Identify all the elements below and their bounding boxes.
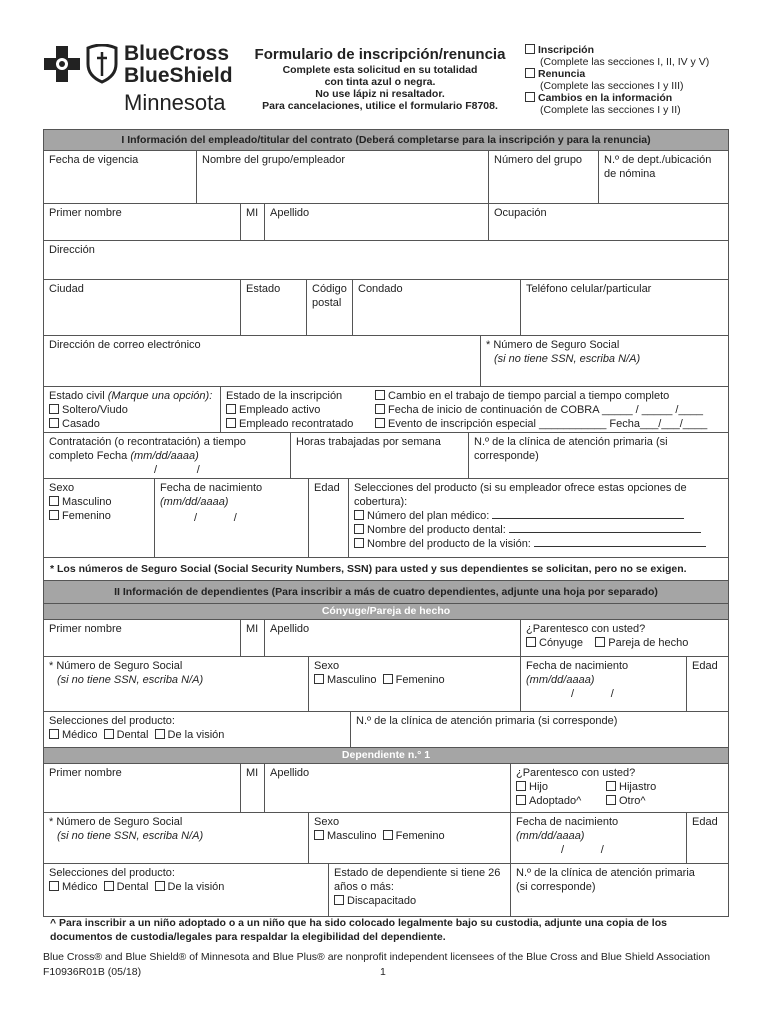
logo-minnesota: Minnesota bbox=[124, 90, 226, 115]
checkbox[interactable] bbox=[606, 795, 616, 805]
dep-row-products bbox=[44, 864, 728, 916]
form-title-block bbox=[250, 46, 510, 112]
option-inscripcion[interactable]: Inscripción (Complete las secciones I, II, IV y V) bbox=[525, 44, 750, 68]
dept-ubicacion-field[interactable]: N.º de dept./ubicación de nómina bbox=[598, 151, 728, 203]
fecha-vigencia-field[interactable]: Fecha de vigencia bbox=[49, 154, 139, 166]
spouse-row-products bbox=[44, 712, 728, 748]
row-name bbox=[44, 204, 728, 241]
dental-option[interactable]: Dental bbox=[104, 881, 149, 893]
producto-dental-field[interactable]: Nombre del producto dental: bbox=[354, 523, 723, 537]
row-hire bbox=[44, 433, 728, 479]
masculino-option[interactable]: Masculino bbox=[314, 674, 377, 686]
blue-cross-icon bbox=[42, 44, 82, 84]
blue-shield-icon bbox=[86, 44, 118, 84]
dep-row-name bbox=[44, 764, 728, 813]
row-status bbox=[44, 387, 728, 433]
checkbox[interactable] bbox=[314, 830, 324, 840]
option-renuncia[interactable]: Renuncia (Complete las secciones I y III) bbox=[525, 68, 750, 92]
vision-option[interactable]: De la visión bbox=[155, 881, 225, 893]
section-1 bbox=[43, 129, 729, 581]
hijo-option[interactable]: Hijo bbox=[516, 780, 606, 794]
checkbox[interactable] bbox=[375, 418, 385, 428]
producto-vision-field[interactable]: Nombre del producto de la visión: bbox=[354, 537, 723, 551]
hijastro-option[interactable]: Hijastro bbox=[606, 781, 656, 793]
eventos-group bbox=[370, 387, 728, 432]
checkbox[interactable] bbox=[49, 881, 59, 891]
empleado-recontratado-option[interactable]: Empleado recontratado bbox=[226, 417, 365, 431]
selecciones-group: Selecciones del producto (si su empleador ofrece estas opciones de cobertura): Número del plan médico: Nombre del producto dental: Nombre del producto de la visión: bbox=[348, 479, 728, 557]
checkbox[interactable] bbox=[104, 881, 114, 891]
contratacion-field[interactable]: Contratación (o recontratación) a tiempo completo Fecha (mm/dd/aaaa) / / bbox=[49, 436, 246, 476]
row-demographics bbox=[44, 479, 728, 558]
ssn-field[interactable]: * Número de Seguro Social (si no tiene SSN, escriba N/A) bbox=[480, 336, 728, 386]
evento-especial-option[interactable]: Evento de inscripción especial ___________ Fecha___/___/____ bbox=[375, 417, 723, 431]
spouse-apellido[interactable]: Apellido bbox=[264, 620, 520, 656]
femenino-option[interactable]: Femenino bbox=[49, 509, 149, 523]
dep-apellido[interactable]: Apellido bbox=[264, 764, 510, 812]
estado-field[interactable]: Estado bbox=[240, 280, 306, 335]
horas-field[interactable]: Horas trabajadas por semana bbox=[290, 433, 468, 478]
spouse-selecciones: Selecciones del producto: Médico Dental De la visión bbox=[49, 715, 225, 741]
form-id: F10936R01B (05/18) bbox=[43, 966, 142, 978]
dep-mi[interactable]: MI bbox=[240, 764, 264, 812]
checkbox[interactable] bbox=[354, 524, 364, 534]
dep-clinica[interactable]: N.º de la clínica de atención primaria (si corresponde) bbox=[510, 864, 728, 916]
section-2 bbox=[43, 580, 729, 917]
checkbox[interactable] bbox=[383, 830, 393, 840]
soltero-option[interactable]: Soltero/Viudo bbox=[49, 403, 215, 417]
dep-parentesco: ¿Parentesco con usted? Hijo Hijastro Adoptado^ Otro^ bbox=[510, 764, 728, 812]
fecha-nacimiento-field[interactable]: Fecha de nacimiento (mm/dd/aaaa) / / bbox=[154, 479, 308, 557]
numero-grupo-field[interactable]: Número del grupo bbox=[488, 151, 598, 203]
masculino-option[interactable]: Masculino bbox=[49, 495, 149, 509]
section-2-header: II Información de dependientes (Para inscribir a más de cuatro dependientes, adjunte una hoja por separado) bbox=[44, 581, 728, 604]
checkbox[interactable] bbox=[375, 390, 385, 400]
checkbox[interactable] bbox=[516, 781, 526, 791]
adoptado-option[interactable]: Adoptado^ bbox=[516, 794, 606, 808]
mi-field[interactable]: MI bbox=[240, 204, 264, 240]
medico-option[interactable]: Médico bbox=[49, 881, 97, 893]
edad-field[interactable]: Edad bbox=[308, 479, 348, 557]
checkbox[interactable] bbox=[49, 729, 59, 739]
checkbox[interactable] bbox=[354, 510, 364, 520]
estado-inscripcion-group: Estado de la inscripción Empleado activo Empleado recontratado bbox=[220, 387, 370, 432]
checkbox[interactable] bbox=[226, 404, 236, 414]
checkbox[interactable] bbox=[334, 895, 344, 905]
ocupacion-field[interactable]: Ocupación bbox=[488, 204, 728, 240]
checkbox[interactable] bbox=[155, 881, 165, 891]
clinica-field[interactable]: N.º de la clínica de atención primaria (si corresponde) bbox=[468, 433, 728, 478]
spouse-clinica[interactable]: N.º de la clínica de atención primaria (si corresponde) bbox=[350, 712, 728, 747]
logo-bluecross: BlueCross bbox=[124, 42, 230, 65]
checkbox[interactable] bbox=[226, 418, 236, 428]
page-number: 1 bbox=[380, 966, 386, 978]
dental-option[interactable]: Dental bbox=[104, 729, 149, 741]
casado-option[interactable]: Casado bbox=[49, 417, 215, 431]
ssn-footnote: * Los números de Seguro Social (Social Security Numbers, SSN) para usted y sus dependientes se solicitan, pero no se exigen. bbox=[50, 563, 687, 575]
instruction-4: Para cancelaciones, utilice el formulario F8708. bbox=[262, 100, 498, 112]
pareja-option[interactable]: Pareja de hecho bbox=[595, 637, 688, 649]
checkbox[interactable] bbox=[49, 510, 59, 520]
vision-option[interactable]: De la visión bbox=[155, 729, 225, 741]
spouse-row-name bbox=[44, 620, 728, 657]
dep-estado-dependiente: Estado de dependiente si tiene 26 años o más: Discapacitado bbox=[328, 864, 510, 916]
dep-selecciones: Selecciones del producto: Médico Dental De la visión bbox=[49, 867, 225, 893]
spouse-mi[interactable]: MI bbox=[240, 620, 264, 656]
ciudad-field[interactable]: Ciudad bbox=[49, 283, 84, 295]
checkbox[interactable] bbox=[606, 781, 616, 791]
spouse-parentesco: ¿Parentesco con usted? Cónyuge Pareja de hecho bbox=[520, 620, 728, 656]
instruction-2: con tinta azul o negra. bbox=[324, 76, 436, 88]
femenino-option[interactable]: Femenino bbox=[383, 674, 445, 686]
checkbox[interactable] bbox=[49, 404, 59, 414]
checkbox[interactable] bbox=[155, 729, 165, 739]
checkbox[interactable] bbox=[375, 404, 385, 414]
form-type-options bbox=[525, 44, 750, 116]
condado-field[interactable]: Condado bbox=[352, 280, 520, 335]
instruction-1: Complete esta solicitud en su totalidad bbox=[282, 64, 478, 76]
checkbox[interactable] bbox=[525, 92, 535, 102]
spouse-sexo: Sexo Masculino Femenino bbox=[308, 657, 520, 711]
checkbox[interactable] bbox=[595, 637, 605, 647]
checkbox[interactable] bbox=[383, 674, 393, 684]
cambio-trabajo-option[interactable]: Cambio en el trabajo de tiempo parcial a tiempo completo bbox=[375, 389, 723, 403]
dependent-1-header: Dependiente n.° 1 bbox=[44, 748, 728, 764]
discapacitado-option[interactable]: Discapacitado bbox=[334, 894, 505, 908]
form-title: Formulario de inscripción/renuncia bbox=[254, 46, 506, 63]
email-field[interactable]: Dirección de correo electrónico bbox=[49, 339, 201, 351]
checkbox[interactable] bbox=[516, 795, 526, 805]
checkbox[interactable] bbox=[314, 674, 324, 684]
checkbox[interactable] bbox=[525, 44, 535, 54]
conyuge-option[interactable]: Cónyuge bbox=[526, 637, 583, 649]
row-group bbox=[44, 151, 728, 204]
row-city bbox=[44, 280, 728, 336]
estado-civil-group: Estado civil (Marque una opción): Soltero/Viudo Casado bbox=[44, 387, 220, 432]
logo-blueshield: BlueShield bbox=[124, 64, 233, 87]
legal-footer: Blue Cross® and Blue Shield® of Minnesota and Blue Plus® are nonprofit independent licensees of the Blue Cross and Blue Shield Association bbox=[43, 951, 711, 963]
primer-nombre-field[interactable]: Primer nombre bbox=[49, 207, 122, 219]
adoption-footnote: ^ Para inscribir a un niño adoptado o a un niño que ha sido colocado legalmente bajo su custodia, adjunte una copia de los documentos de custodia/legales para respaldar la elegibilidad del dependiente. bbox=[50, 917, 667, 943]
dep-sexo: Sexo Masculino Femenino bbox=[308, 813, 510, 863]
spouse-ssn[interactable]: * Número de Seguro Social (si no tiene SSN, escriba N/A) bbox=[49, 660, 204, 686]
dep-fecha-nacimiento[interactable]: Fecha de nacimiento (mm/dd/aaaa) / / bbox=[510, 813, 686, 863]
dep-row-ssn bbox=[44, 813, 728, 864]
checkbox[interactable] bbox=[526, 637, 536, 647]
empleado-activo-option[interactable]: Empleado activo bbox=[226, 403, 365, 417]
otro-option[interactable]: Otro^ bbox=[606, 795, 646, 807]
spouse-edad[interactable]: Edad bbox=[686, 657, 728, 711]
nombre-grupo-field[interactable]: Nombre del grupo/empleador bbox=[196, 151, 488, 203]
row-address bbox=[44, 241, 728, 280]
checkbox[interactable] bbox=[49, 496, 59, 506]
spouse-header: Cónyuge/Pareja de hecho bbox=[44, 604, 728, 620]
dep-edad[interactable]: Edad bbox=[686, 813, 728, 863]
dep-primer-nombre[interactable]: Primer nombre bbox=[49, 767, 122, 779]
spouse-primer-nombre[interactable]: Primer nombre bbox=[49, 623, 122, 635]
section-1-header: I Información del empleado/titular del contrato (Deberá completarse para la inscripción y para la renuncia) bbox=[44, 130, 728, 151]
dep-ssn[interactable]: * Número de Seguro Social (si no tiene SSN, escriba N/A) bbox=[49, 816, 204, 842]
direccion-field[interactable]: Dirección bbox=[49, 244, 95, 256]
telefono-field[interactable]: Teléfono celular/particular bbox=[520, 280, 728, 335]
checkbox[interactable] bbox=[354, 538, 364, 548]
femenino-option[interactable]: Femenino bbox=[383, 830, 445, 842]
plan-medico-field[interactable]: Número del plan médico: bbox=[354, 509, 723, 523]
apellido-field[interactable]: Apellido bbox=[264, 204, 488, 240]
checkbox[interactable] bbox=[525, 68, 535, 78]
masculino-option[interactable]: Masculino bbox=[314, 830, 377, 842]
checkbox[interactable] bbox=[104, 729, 114, 739]
medico-option[interactable]: Médico bbox=[49, 729, 97, 741]
option-cambios[interactable]: Cambios en la información (Complete las secciones I y II) bbox=[525, 92, 750, 116]
instruction-3: No use lápiz ni resaltador. bbox=[315, 88, 445, 100]
logo bbox=[42, 42, 242, 117]
cobra-option[interactable]: Fecha de inicio de continuación de COBRA _____ / _____ /____ bbox=[375, 403, 723, 417]
spouse-row-ssn bbox=[44, 657, 728, 712]
spouse-fecha-nacimiento[interactable]: Fecha de nacimiento (mm/dd/aaaa) / / bbox=[520, 657, 686, 711]
row-email bbox=[44, 336, 728, 387]
checkbox[interactable] bbox=[49, 418, 59, 428]
sexo-group: Sexo Masculino Femenino bbox=[44, 479, 154, 557]
codigo-postal-field[interactable]: Código postal bbox=[306, 280, 352, 335]
